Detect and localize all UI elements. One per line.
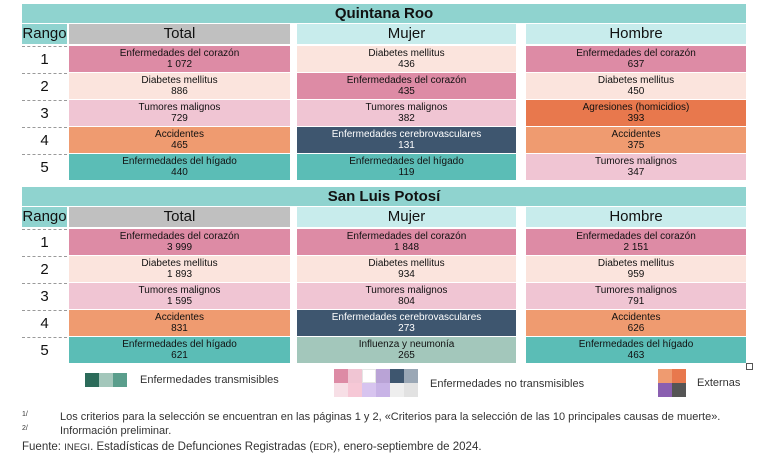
cause-label: Influenza y neumonía [358, 339, 455, 350]
rank-number: 4 [22, 310, 67, 336]
source-mid: . Estadísticas de Defunciones Registradas ( [90, 441, 314, 453]
table-cell-hombre [526, 256, 746, 282]
header-rango: Rango [22, 25, 67, 42]
header-hombre: Hombre [526, 207, 746, 227]
death-count: 273 [398, 323, 415, 334]
legend-swatch [362, 383, 376, 397]
cause-label: Enfermedades del corazón [346, 231, 467, 242]
table-cell-total [69, 310, 290, 336]
table-cell-total [69, 154, 290, 180]
legend-swatch [348, 369, 362, 383]
header-total: Total [69, 207, 290, 227]
small-square-marker [746, 363, 753, 370]
death-count: 1 848 [393, 242, 420, 253]
cause-label: Tumores malignos [138, 102, 221, 113]
table-cell-hombre [526, 100, 746, 126]
cause-label: Enfermedades cerebrovasculares [331, 129, 482, 140]
table-cell-mujer [297, 100, 516, 126]
cause-label: Tumores malignos [365, 102, 448, 113]
death-count: 1 893 [166, 269, 193, 280]
cause-label: Enfermedades del corazón [119, 48, 240, 59]
rank-number: 3 [22, 283, 67, 309]
source-line [22, 441, 482, 453]
cause-label: Tumores malignos [595, 285, 677, 296]
death-count: 831 [171, 323, 188, 334]
legend-label-no-transmisibles: Enfermedades no transmisibles [430, 378, 585, 390]
rank-number: 2 [22, 256, 67, 282]
cause-label: Enfermedades del hígado [578, 339, 694, 350]
cause-label: Enfermedades del corazón [576, 231, 696, 242]
cause-label: Accidentes [611, 312, 661, 323]
state-title-san-luis-potosi: San Luis Potosí [22, 187, 746, 206]
cause-label: Diabetes mellitus [141, 75, 218, 86]
cause-label: Diabetes mellitus [597, 75, 675, 86]
legend-swatch [376, 369, 390, 383]
legend-label-transmisibles: Enfermedades transmisibles [140, 374, 279, 386]
death-count: 382 [398, 113, 415, 124]
legend-swatch [672, 383, 686, 397]
header-mujer: Mujer [297, 24, 516, 44]
cause-label: Enfermedades del corazón [346, 75, 467, 86]
death-count: 119 [398, 167, 415, 178]
table-cell-total [69, 283, 290, 309]
death-count: 1 072 [166, 59, 193, 70]
footnote-marker-1: 1/ [22, 411, 28, 418]
rank-number: 3 [22, 100, 67, 126]
death-count: 1 595 [166, 296, 193, 307]
death-count: 934 [398, 269, 415, 280]
death-count: 375 [627, 140, 645, 151]
death-count: 450 [627, 86, 645, 97]
legend-swatch [85, 373, 99, 387]
death-count: 791 [627, 296, 645, 307]
death-count: 886 [171, 86, 188, 97]
rank-number: 5 [22, 337, 67, 363]
legend-swatch [334, 369, 348, 383]
cause-label: Accidentes [155, 312, 204, 323]
table-cell-total [69, 256, 290, 282]
cause-label: Agresiones (homicidios) [582, 102, 690, 113]
table-cell-hombre [526, 127, 746, 153]
cause-label: Enfermedades del hígado [122, 156, 237, 167]
footnote-2: Información preliminar. [60, 425, 172, 437]
table-cell-mujer [297, 229, 516, 255]
legend-swatch [362, 369, 376, 383]
table-cell-total [69, 46, 290, 72]
cause-label: Enfermedades del hígado [122, 339, 237, 350]
cause-label: Diabetes mellitus [368, 48, 445, 59]
death-count: 463 [627, 350, 645, 361]
cause-label: Enfermedades del corazón [119, 231, 240, 242]
death-count: 393 [627, 113, 645, 124]
table-cell-mujer [297, 256, 516, 282]
cause-label: Diabetes mellitus [597, 258, 675, 269]
table-cell-mujer [297, 46, 516, 72]
source-edr: EDR [313, 442, 334, 453]
legend-swatch [658, 369, 672, 383]
table-cell-total [69, 100, 290, 126]
legend-swatch [99, 373, 113, 387]
death-count: 265 [398, 350, 415, 361]
header-rango: Rango [22, 208, 67, 225]
footnote-marker-2: 2/ [22, 425, 28, 432]
source-inegi: INEGI [64, 442, 91, 453]
death-count: 729 [171, 113, 188, 124]
table-cell-hombre [526, 310, 746, 336]
table-cell-hombre [526, 73, 746, 99]
table-cell-mujer [297, 127, 516, 153]
footnote-1: Los criterios para la selección se encuentran en las páginas 1 y 2, «Criterios para la selección de las 10 principales causas de muerte». [60, 411, 721, 423]
legend-swatch [672, 369, 686, 383]
legend-swatch [404, 383, 418, 397]
death-count: 131 [398, 140, 415, 151]
cause-label: Tumores malignos [365, 285, 448, 296]
death-count: 637 [627, 59, 645, 70]
table-cell-total [69, 127, 290, 153]
cause-label: Tumores malignos [138, 285, 221, 296]
table-cell-total [69, 73, 290, 99]
death-count: 465 [171, 140, 188, 151]
death-count: 347 [627, 167, 645, 178]
legend-swatch [376, 383, 390, 397]
rank-number: 1 [22, 46, 67, 72]
table-cell-hombre [526, 46, 746, 72]
rank-number: 5 [22, 154, 67, 180]
cause-label: Enfermedades cerebrovasculares [331, 312, 482, 323]
legend-label-externas: Externas [697, 377, 741, 389]
cause-label: Accidentes [155, 129, 204, 140]
death-count: 626 [627, 323, 645, 334]
death-count: 435 [398, 86, 415, 97]
table-cell-hombre [526, 154, 746, 180]
cause-label: Enfermedades del corazón [576, 48, 696, 59]
table-cell-total [69, 337, 290, 363]
death-count: 436 [398, 59, 415, 70]
legend-swatch [404, 369, 418, 383]
death-count: 440 [171, 167, 188, 178]
header-hombre: Hombre [526, 24, 746, 44]
death-count: 959 [627, 269, 645, 280]
cause-label: Diabetes mellitus [141, 258, 218, 269]
cause-label: Accidentes [611, 129, 661, 140]
table-cell-mujer [297, 337, 516, 363]
header-mujer: Mujer [297, 207, 516, 227]
table-cell-hombre [526, 337, 746, 363]
rank-number: 4 [22, 127, 67, 153]
death-count: 621 [171, 350, 188, 361]
table-cell-mujer [297, 310, 516, 336]
table-cell-mujer [297, 283, 516, 309]
table-cell-hombre [526, 283, 746, 309]
table-cell-mujer [297, 154, 516, 180]
source-suffix: ), enero-septiembre de 2024. [333, 441, 482, 453]
legend-swatch [113, 373, 127, 387]
legend-swatch [390, 383, 404, 397]
rank-number: 2 [22, 73, 67, 99]
table-cell-hombre [526, 229, 746, 255]
table-cell-mujer [297, 73, 516, 99]
legend-swatch [334, 383, 348, 397]
header-total: Total [69, 24, 290, 44]
legend-swatch [658, 383, 672, 397]
death-count: 804 [398, 296, 415, 307]
rank-number: 1 [22, 229, 67, 255]
legend-swatch [390, 369, 404, 383]
cause-label: Diabetes mellitus [368, 258, 445, 269]
legend-swatch [348, 383, 362, 397]
state-title-quintana-roo: Quintana Roo [22, 4, 746, 23]
death-count: 3 999 [166, 242, 193, 253]
cause-label: Enfermedades del hígado [349, 156, 464, 167]
death-count: 2 151 [623, 242, 649, 253]
table-cell-total [69, 229, 290, 255]
cause-label: Tumores malignos [595, 156, 677, 167]
source-prefix: Fuente: [22, 441, 61, 453]
